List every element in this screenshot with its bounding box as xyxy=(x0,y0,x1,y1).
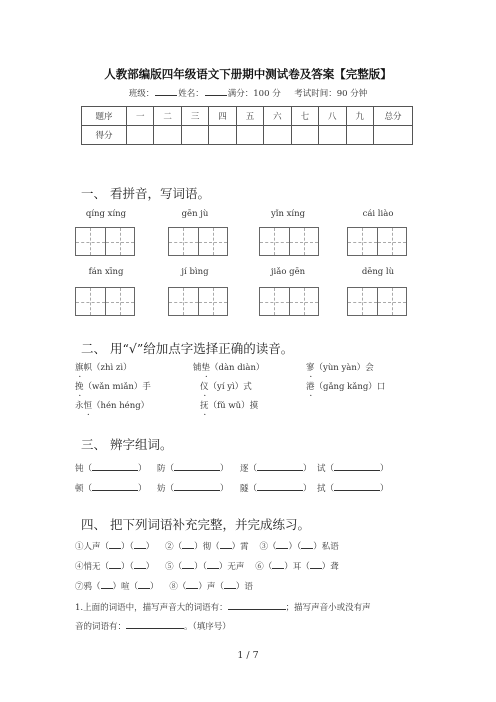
score-cell: 七 xyxy=(291,107,318,126)
word-group-item[interactable]: 妨（ ） xyxy=(157,484,229,494)
score-cell: 一 xyxy=(127,107,154,126)
class-blank xyxy=(155,87,177,96)
section-2-heading: 二、 用“√”给加点字选择正确的读音。 xyxy=(81,341,294,356)
word-group-item[interactable]: 拭（ ） xyxy=(317,484,389,494)
question-1-line-b[interactable]: 音的词语有： 。（填序号） xyxy=(75,622,231,632)
section-1-heading: 一、 看拼音，写词语。 xyxy=(81,186,210,201)
pinyin-label: jí bìng xyxy=(181,267,209,277)
writing-grid[interactable] xyxy=(259,227,319,256)
idiom-line[interactable]: ⑦鸦（ ）喧（ ） ⑧（ ）声（ ）语 xyxy=(75,582,253,592)
score-input-cell[interactable] xyxy=(236,126,263,145)
score-cell: 得分 xyxy=(82,126,127,145)
pronunciation-item[interactable]: 旗帜（zhì zì） xyxy=(75,363,132,373)
score-table-header-row xyxy=(82,107,413,126)
page-title: 人教部编版四年级语文下册期中测试卷及答案【完整版】 xyxy=(104,67,392,81)
score-input-cell[interactable] xyxy=(181,126,208,145)
pronunciation-item[interactable]: 寥（yùn yàn）会 xyxy=(306,363,374,373)
score-cell: 二 xyxy=(154,107,181,126)
score-input-cell[interactable] xyxy=(264,126,291,145)
idiom-line[interactable]: ④悄无（ ）（ ） ⑤（ ）（ ）无声 ⑥（ ）耳（ ）聋 xyxy=(75,562,339,572)
score-table-score-row xyxy=(82,126,413,145)
pronunciation-item[interactable]: 抚（fǔ wǔ）摸 xyxy=(200,401,259,411)
score-input-cell[interactable] xyxy=(209,126,236,145)
score-input-cell[interactable] xyxy=(291,126,318,145)
score-input-cell[interactable] xyxy=(127,126,154,145)
pronunciation-item[interactable]: 挽（wǎn miǎn）手 xyxy=(75,382,151,392)
score-input-cell[interactable] xyxy=(154,126,181,145)
word-group-item[interactable]: 试（ ） xyxy=(317,464,389,474)
exam-info xyxy=(0,87,496,99)
section-4-heading: 四、 把下列词语补充完整，并完成练习。 xyxy=(81,517,310,532)
writing-grid[interactable] xyxy=(75,227,135,256)
idiom-line[interactable]: ①人声（ ）（ ） ②（ ）彻（ ）霄 ③（ ）（ ）私语 xyxy=(75,542,339,552)
score-cell: 题序 xyxy=(82,107,127,126)
pinyin-label: cái liào xyxy=(362,209,394,219)
writing-grid[interactable] xyxy=(75,287,135,316)
word-group-item[interactable]: 隧（ ） xyxy=(240,484,312,494)
pinyin-label: yǐn xíng xyxy=(270,209,306,219)
score-input-cell[interactable] xyxy=(374,126,413,145)
pronunciation-item[interactable]: 永恒（hén héng） xyxy=(75,401,150,411)
score-cell: 五 xyxy=(236,107,263,126)
score-input-cell[interactable] xyxy=(319,126,346,145)
question-1-line-a[interactable]: 1.上面的词语中，描写声音大的词语有： ；描写声音小或没有声 xyxy=(75,603,371,613)
full-score: 满分：100 分 xyxy=(227,89,281,99)
section-3-heading: 三、 辨字组词。 xyxy=(81,437,173,452)
pinyin-label: fán xīng xyxy=(88,267,124,277)
pronunciation-item[interactable]: 港（gǎng kǎng）口 xyxy=(306,382,386,392)
word-group-item[interactable]: 逐（ ） xyxy=(240,464,312,474)
page-number: 1 / 7 xyxy=(237,650,259,661)
score-cell: 八 xyxy=(319,107,346,126)
pronunciation-item[interactable]: 仪（yí yì）式 xyxy=(200,382,252,392)
exam-time: 考试时间：90 分钟 xyxy=(294,89,368,99)
pinyin-label: dēng lù xyxy=(361,267,395,277)
score-cell: 四 xyxy=(209,107,236,126)
score-table xyxy=(81,106,413,145)
writing-grid[interactable] xyxy=(168,287,228,316)
word-group-item[interactable]: 防（ ） xyxy=(157,464,229,474)
name-blank xyxy=(205,87,227,96)
writing-grid[interactable] xyxy=(168,227,228,256)
name-label: 姓名： xyxy=(178,89,204,99)
score-cell: 三 xyxy=(181,107,208,126)
word-group-item[interactable]: 钝（ ） xyxy=(75,464,147,474)
pronunciation-item[interactable]: 铺垫（dàn diàn） xyxy=(193,363,265,373)
pinyin-label: gēn jù xyxy=(181,209,209,219)
writing-grid[interactable] xyxy=(347,227,407,256)
score-cell: 六 xyxy=(264,107,291,126)
pinyin-label: jiǎo gēn xyxy=(270,267,306,277)
score-cell: 总分 xyxy=(374,107,413,126)
score-cell: 九 xyxy=(346,107,374,126)
class-label: 班级： xyxy=(128,89,155,99)
score-input-cell[interactable] xyxy=(346,126,374,145)
writing-grid[interactable] xyxy=(347,287,407,316)
word-group-item[interactable]: 顿（ ） xyxy=(75,484,147,494)
writing-grid[interactable] xyxy=(259,287,319,316)
pinyin-label: qíng xíng xyxy=(85,209,127,219)
